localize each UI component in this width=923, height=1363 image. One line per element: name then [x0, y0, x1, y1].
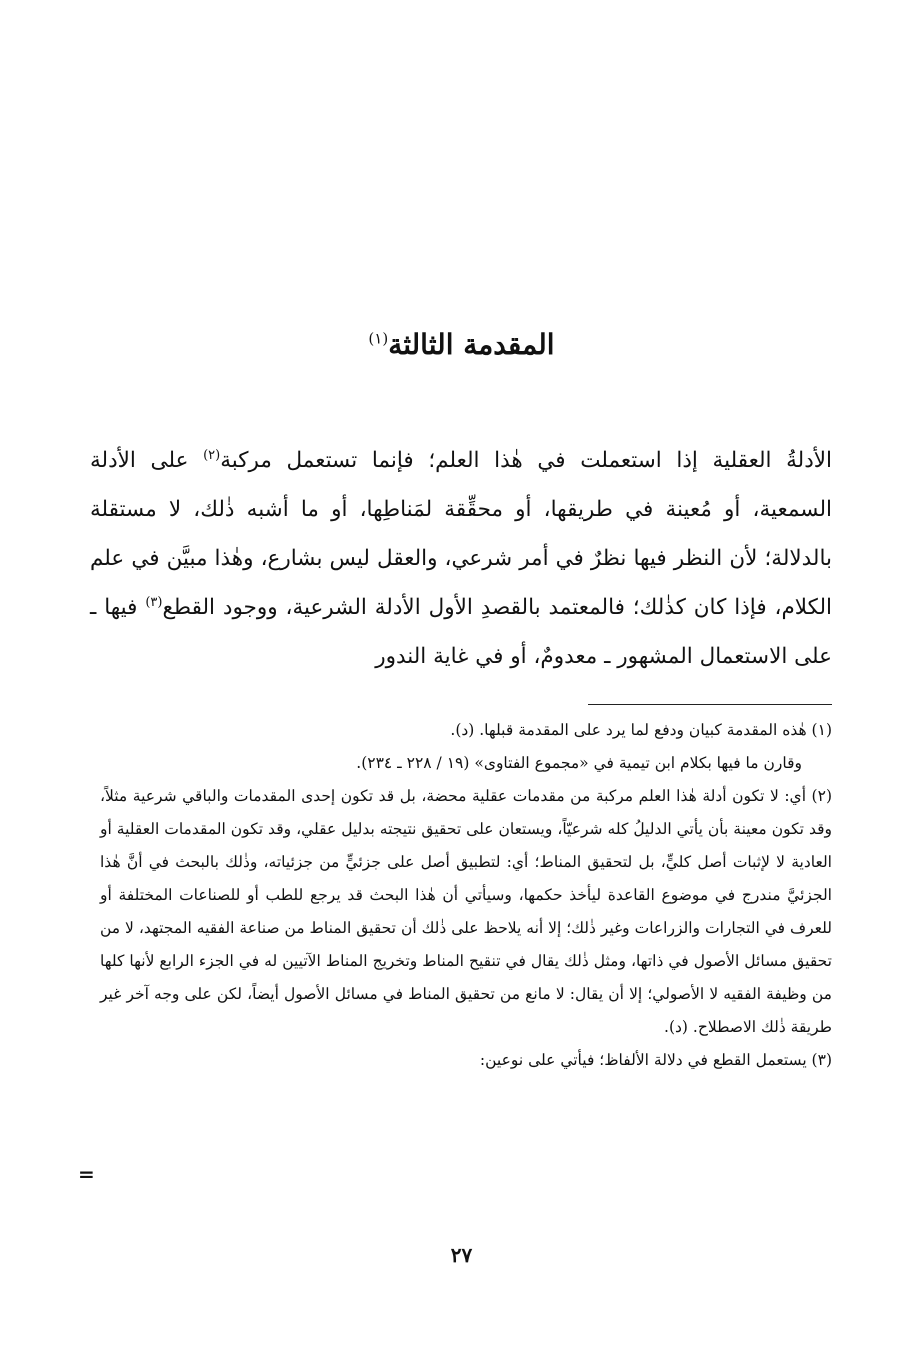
main-text-part-3: فيها ـ على الاستعمال المشهور ـ معدومٌ، أو في غاية الندور [90, 595, 832, 669]
continuation-mark: = [78, 1162, 95, 1186]
footnote-2: (٢) أي: لا تكون أدلة هٰذا العلم مركبة من مقدمات عقلية محضة، بل قد تكون إحدى المقدمات والباقي شرعية مثلاً، وقد تكون معينة بأن يأتي الدليلُ كله شرعيّاً، ويستعان على تحقيق نتيجته بدليل عقلي، وقد تكون المقدمات العقلية أو العادية لا لإثبات أصل كليٍّ، بل لتحقيق المناط؛ أي: لتطبيق أصل على جزئيٍّ من جزئياته، وذٰلك بالبحث في أنَّ هٰذا الجزئيَّ مندرج في موضوع القاعدة ليأخذ حكمها، وسيأتي أن هٰذا البحث قد يرجع للطب أو للصناعات المختلفة أو للعرف في التجارات والزراعات وغير ذٰلك؛ إلا أنه يلاحظ على ذٰلك أن تحقيق المناط من صناعة الفقيه المجتهد، لا من تحقيق مسائل الأصول في ذاتها، ومثل ذٰلك يقال في تنقيح المناط وتخريج المناط الآتيين له في الجزء الرابع لأنها كلها من وظيفة الفقيه لا الأصولي؛ إلا أن يقال: لا مانع من تحقيق المناط في مسائل الأصول أيضاً، لكن على وجه آخر غير طريقة ذٰلك الاصطلاح. (د). [100, 787, 832, 1036]
footnote-1: (١) هٰذه المقدمة كبيان ودفع لما يرد على المقدمة قبلها. (د). [450, 721, 832, 739]
footnote-1-continuation: وقارن ما فيها بكلام ابن تيمية في «مجموع الفتاوى» (١٩ / ٢٢٨ ـ ٢٣٤). [356, 754, 802, 772]
footnotes [100, 714, 832, 1077]
footnote-separator [588, 704, 832, 705]
section-title-text: المقدمة الثالثة [388, 328, 555, 361]
footnote-ref-2: (٢) [203, 447, 221, 463]
page-number: ٢٧ [450, 1243, 473, 1267]
footnote-ref-3: (٣) [145, 594, 163, 610]
section-title [0, 328, 923, 361]
main-text-part-1: الأدلةُ العقلية إذا استعملت في هٰذا العلم؛ فإنما تستعمل مركبة [220, 448, 833, 473]
main-paragraph [90, 436, 832, 681]
main-text-part-2: على الأدلة السمعية، أو مُعينة في طريقها، أو محقِّقة لمَناطِها، أو ما أشبه ذٰلك، لا مستقلة بالدلالة؛ لأن النظر فيها نظرٌ في أمر شرعي، والعقل ليس بشارع، وهٰذا مبيَّن في علم الكلام، فإذا كان كذٰلك؛ فالمعتمد بالقصدِ الأول الأدلة الشرعية، ووجود القطع [90, 448, 832, 620]
footnote-ref-1: (١) [368, 329, 389, 348]
footnote-3: (٣) يستعمل القطع في دلالة الألفاظ؛ فيأتي على نوعين: [479, 1051, 832, 1069]
